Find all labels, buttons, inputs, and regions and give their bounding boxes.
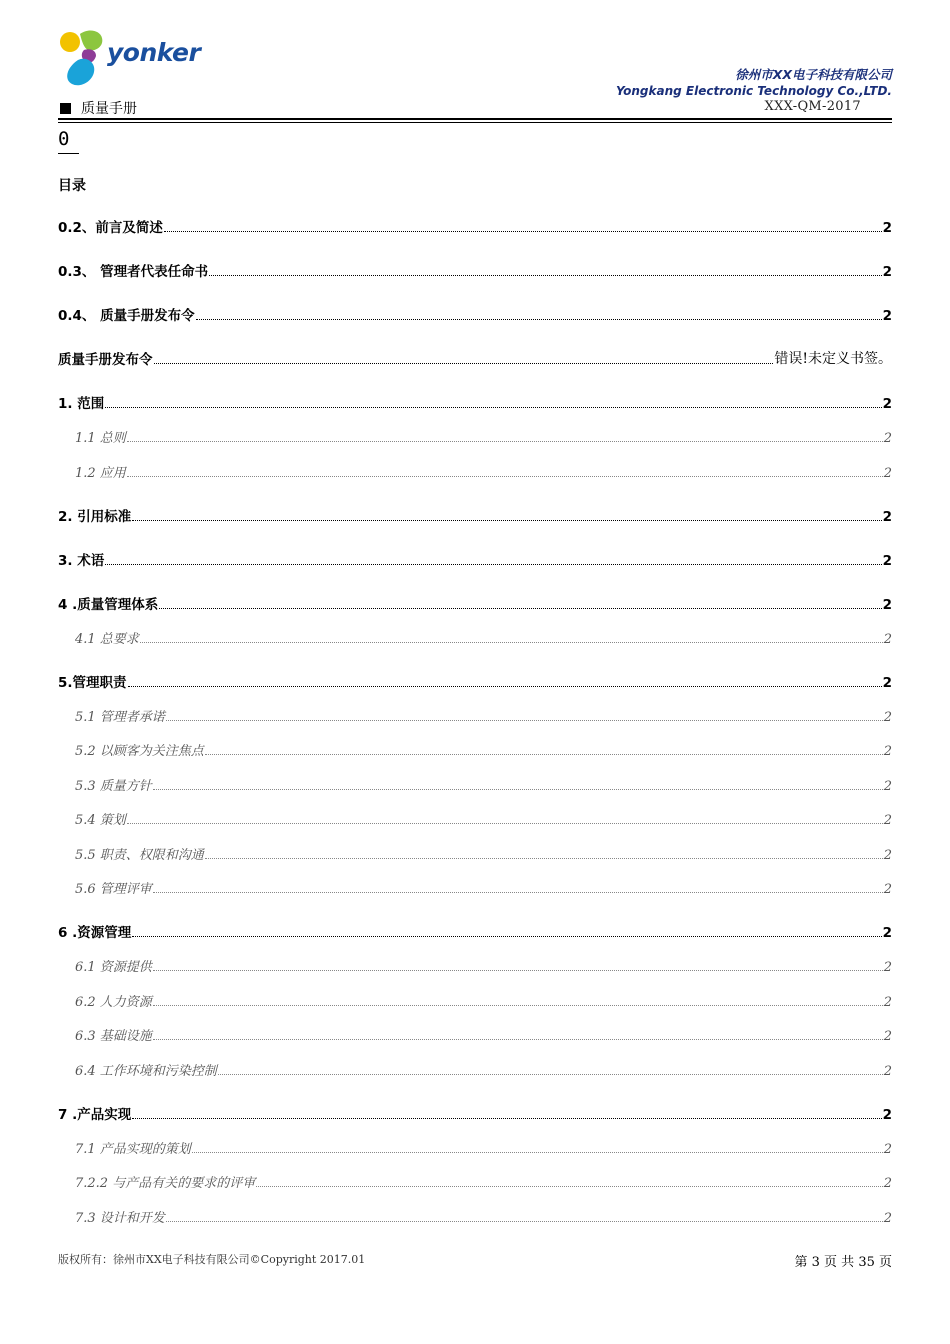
toc-entry-page: 2 xyxy=(883,960,892,975)
footer-page-info: 第 3 页 共 35 页 xyxy=(794,1255,892,1270)
manual-title xyxy=(60,98,137,118)
toc-entry-title: 0.3、 管理者代表任命书 xyxy=(58,264,209,280)
toc-entry-title: 7.3 设计和开发 xyxy=(75,1210,165,1226)
footer-copyright: 版权所有：徐州市XX电子科技有限公司©Copyright 2017.01 xyxy=(58,1253,366,1266)
company-block xyxy=(616,67,892,99)
doc-number: XXX-QM-2017 xyxy=(764,99,861,114)
toc-entry-title: 6.3 基础设施 xyxy=(75,1029,152,1044)
toc-entry[interactable] xyxy=(75,1206,892,1226)
toc-entry-page: 2 xyxy=(883,709,892,725)
toc-entry[interactable] xyxy=(75,1171,892,1191)
toc-entry-page: 2 xyxy=(883,1063,892,1079)
toc-entry[interactable] xyxy=(58,549,892,569)
toc-entry[interactable] xyxy=(75,774,892,794)
toc-entry-title: 6.4 工作环境和污染控制 xyxy=(75,1063,217,1079)
toc-entry-page: 2 xyxy=(882,674,892,691)
toc-entry-page: 2 xyxy=(882,552,892,569)
toc-leader-dots xyxy=(218,1074,883,1075)
section-number xyxy=(58,128,69,150)
toc-entry-title: 0.2、前言及简述 xyxy=(58,220,163,236)
toc-entry-page: 2 xyxy=(883,1176,892,1191)
manual-title-text: 质量手册 xyxy=(81,101,137,117)
toc-entry-page: 2 xyxy=(883,465,892,481)
toc-leader-dots xyxy=(132,1118,881,1119)
toc-leader-dots xyxy=(128,686,882,687)
section-number-text: 0 xyxy=(58,128,70,150)
toc-entry-title: 5.5 职责、权限和沟通 xyxy=(75,847,204,863)
toc-entry-title: 4 .质量管理体系 xyxy=(58,596,159,613)
toc-entry-page: 2 xyxy=(883,994,892,1010)
toc-entry-title: 7.1 产品实现的策划 xyxy=(75,1141,191,1157)
toc-leader-dots xyxy=(192,1152,883,1153)
toc-entry[interactable] xyxy=(75,955,892,975)
toc-title: 目录 xyxy=(58,178,86,194)
toc-entry-page: 2 xyxy=(882,308,892,324)
toc-leader-dots xyxy=(140,642,883,643)
toc-entry[interactable] xyxy=(75,739,892,759)
toc-entry-title: 6.1 资源提供 xyxy=(75,960,152,975)
company-name-en: Yongkang Electronic Technology Co.,LTD. xyxy=(615,84,892,98)
section-underline xyxy=(58,153,79,154)
toc-entry[interactable] xyxy=(58,392,892,412)
company-name-cn: 徐州市XX电子科技有限公司 xyxy=(735,67,892,82)
toc-entry-page: 2 xyxy=(883,847,892,863)
toc-entry-page: 2 xyxy=(883,1029,892,1044)
toc-entry-page: 2 xyxy=(883,882,892,897)
toc-entry[interactable] xyxy=(58,593,892,613)
toc-leader-dots xyxy=(209,275,881,276)
toc-entry[interactable] xyxy=(75,1059,892,1079)
toc-entry-page: 2 xyxy=(882,220,892,236)
toc-leader-dots xyxy=(205,754,883,755)
toc-entry[interactable] xyxy=(58,348,892,368)
toc-entry-title: 5.管理职责 xyxy=(58,674,127,691)
toc-entry-page: 2 xyxy=(882,925,892,941)
header-rule-thin xyxy=(58,122,892,123)
toc-entry[interactable] xyxy=(58,671,892,691)
toc-leader-dots xyxy=(154,363,774,364)
toc-entry-title: 7.2.2 与产品有关的要求的评审 xyxy=(75,1176,256,1191)
toc-entry[interactable] xyxy=(75,877,892,897)
toc-entry-page: 2 xyxy=(882,508,892,525)
square-bullet-icon xyxy=(60,103,71,114)
toc-leader-dots xyxy=(105,564,881,565)
toc-entry[interactable] xyxy=(75,990,892,1010)
toc-leader-dots xyxy=(159,608,881,609)
toc-entry-page: 2 xyxy=(883,431,892,446)
toc-entry[interactable] xyxy=(75,705,892,725)
toc-entry-title: 4.1 总要求 xyxy=(75,631,139,647)
toc-entry-title: 质量手册发布令 xyxy=(58,352,153,368)
toc-entry[interactable] xyxy=(58,921,892,941)
toc-entry-page: 2 xyxy=(883,631,892,647)
header-rule-thick xyxy=(58,118,892,120)
toc-entry-page: 2 xyxy=(882,396,892,412)
toc-leader-dots xyxy=(153,970,883,971)
toc-entry[interactable] xyxy=(75,808,892,828)
toc-entry-title: 5.3 质量方针 xyxy=(75,778,152,794)
toc-entry[interactable] xyxy=(75,843,892,863)
toc-entry[interactable] xyxy=(75,426,892,446)
toc-entry-page: 2 xyxy=(883,1210,892,1226)
toc-entry-title: 5.1 管理者承诺 xyxy=(75,709,165,725)
toc-entry-page: 2 xyxy=(882,264,892,280)
toc-leader-dots xyxy=(164,231,882,232)
toc-entry-title: 1. 范围 xyxy=(58,396,105,412)
toc-leader-dots xyxy=(196,319,882,320)
toc-entry-title: 7 .产品实现 xyxy=(58,1106,132,1123)
toc-entry-page: 2 xyxy=(883,778,892,794)
toc-leader-dots xyxy=(153,1005,883,1006)
toc-leader-dots xyxy=(205,858,883,859)
toc-entry[interactable] xyxy=(75,461,892,481)
toc-entry-title: 6 .资源管理 xyxy=(58,925,132,941)
toc-entry[interactable] xyxy=(58,260,892,280)
toc-entry-title: 1.1 总则 xyxy=(75,431,126,446)
toc-leader-dots xyxy=(127,441,883,442)
toc-entry-title: 2. 引用标准 xyxy=(58,508,132,525)
toc-leader-dots xyxy=(132,936,881,937)
toc-entry[interactable] xyxy=(75,1137,892,1157)
toc-entry-title: 6.2 人力资源 xyxy=(75,994,152,1010)
brand-wordmark: yonker xyxy=(107,38,201,67)
toc-entry-title: 0.4、 质量手册发布令 xyxy=(58,308,195,324)
toc-leader-dots xyxy=(127,476,883,477)
toc-entry[interactable] xyxy=(58,1103,892,1123)
toc-entry-page: 2 xyxy=(883,1141,892,1157)
toc-entry-page: 2 xyxy=(883,744,892,759)
toc-entry-title: 1.2 应用 xyxy=(75,465,126,481)
toc-leader-dots xyxy=(153,892,883,893)
toc-leader-dots xyxy=(153,1039,883,1040)
toc-leader-dots xyxy=(132,520,881,521)
toc-leader-dots xyxy=(127,823,883,824)
toc-leader-dots xyxy=(105,407,881,408)
toc-entry-page: 2 xyxy=(883,813,892,828)
toc-leader-dots xyxy=(166,720,883,721)
toc-entry-title: 5.4 策划 xyxy=(75,813,126,828)
toc-entry-title: 5.6 管理评审 xyxy=(75,882,152,897)
toc-entry[interactable] xyxy=(58,216,892,236)
toc-entry-page: 2 xyxy=(882,1106,892,1123)
toc-entry-title: 5.2 以顾客为关注焦点 xyxy=(75,744,204,759)
toc-entry-title: 3. 术语 xyxy=(58,552,105,569)
toc-entry-page: 2 xyxy=(882,596,892,613)
toc-leader-dots xyxy=(256,1186,883,1187)
toc-entry[interactable] xyxy=(75,1024,892,1044)
toc-entry[interactable] xyxy=(58,304,892,324)
toc-leader-dots xyxy=(153,789,883,790)
toc-entry[interactable] xyxy=(58,505,892,525)
toc-entry-page: 错误!未定义书签。 xyxy=(774,351,892,367)
toc-entry[interactable] xyxy=(75,627,892,647)
toc-leader-dots xyxy=(166,1221,883,1222)
